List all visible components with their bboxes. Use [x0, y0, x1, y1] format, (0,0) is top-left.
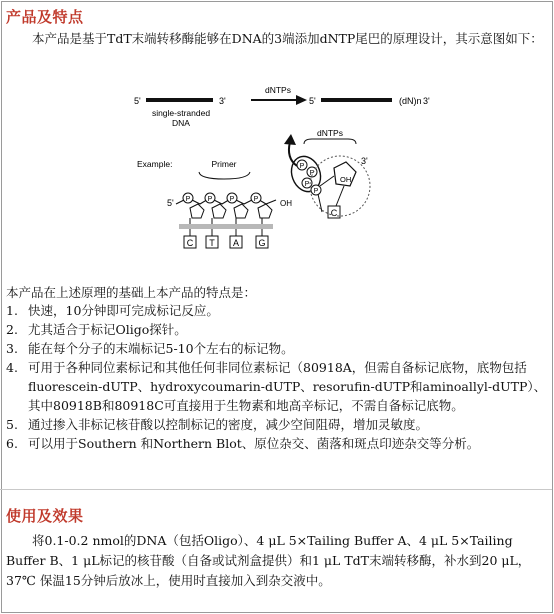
phosphate-label: P [229, 196, 235, 203]
dntp-base-stem [336, 186, 344, 206]
arrow-label-dntps: dNTPs [265, 86, 291, 95]
dntp-bond [320, 176, 334, 186]
phosphate-label: P [207, 196, 213, 203]
feature-text: 能在每个分子的末端标记5-10个左右的标记物。 [28, 341, 294, 356]
sugar-ring [258, 204, 272, 218]
dntp-base-letter: C [330, 208, 338, 218]
phosphate-label: P [299, 163, 305, 170]
top-right-5prime: 5' [309, 96, 316, 106]
top-left-5prime: 5' [134, 96, 141, 106]
base-letter: T [209, 238, 215, 248]
dntp-link [318, 194, 322, 212]
section-divider [0, 489, 552, 490]
feature-item [6, 358, 548, 415]
example-label: Example: [137, 159, 173, 169]
feature-number: 4. [6, 360, 18, 375]
usage-paragraph: 将0.1-0.2 nmol的DNA（包括Oligo）、4 μL 5×Tailing Buffer A、4 μL 5×Tailing Buffer B、1 μL标记的核苷酸（自备或试剂盒提供）和1 μL TdT末端转移酶，补水到20 μL，37℃ 保温15分钟后放冰上，使用时直接加入到杂交液中。 [6, 533, 531, 588]
feature-number: 5. [6, 417, 18, 432]
dntp-oh: OH [340, 175, 352, 184]
dntps-label: dNTPs [317, 128, 343, 138]
reaction-arrowhead [296, 95, 307, 105]
sugar-ring [212, 204, 226, 218]
base-letter: C [186, 238, 194, 248]
incorporation-arrowhead [284, 134, 296, 145]
tdt-tailing-diagram [0, 86, 554, 261]
feature-item [6, 320, 548, 339]
base-letter: A [232, 238, 240, 248]
feature-text: 快速，10分钟即可完成标记反应。 [28, 303, 219, 318]
ssdna-label-1: single-stranded [151, 108, 211, 118]
feature-number: 6. [6, 436, 18, 451]
phosphate-label: P [313, 188, 319, 195]
feature-number: 3. [6, 341, 18, 356]
top-left-3prime: 3' [219, 96, 226, 106]
dntps-bracket [304, 139, 356, 144]
ssdna-label-2: DNA [172, 118, 190, 128]
feature-text: 可以用于Southern 和Northern Blot、原位杂交、菌落和斑点印迹杂交等分析。 [28, 436, 480, 451]
feature-list [6, 301, 548, 453]
feature-number: 2. [6, 322, 18, 337]
feature-item [6, 301, 548, 320]
poly-n-tail: (dN)n [399, 96, 422, 106]
features-intro: 本产品在上述原理的基础上本产品的特点是： [6, 285, 257, 300]
feature-text: 尤其适合于标记Oligo探针。 [28, 322, 187, 337]
feature-item [6, 434, 548, 453]
sugar-ring [190, 204, 204, 218]
primer-3prime-oh: OH [280, 199, 292, 208]
section-title-features: 产品及特点 [6, 8, 84, 26]
feature-item [6, 339, 548, 358]
feature-text: 通过掺入非标记核苷酸以控制标记的密度，减少空间阻碍，增加灵敏度。 [28, 417, 429, 432]
primer-5prime: 5' [167, 198, 174, 208]
feature-number: 1. [6, 303, 18, 318]
primer-bracket [199, 172, 250, 179]
feature-item [6, 415, 548, 434]
primer-label: Primer [211, 159, 237, 169]
phosphate-label: P [304, 181, 310, 188]
top-right-3prime: 3' [423, 96, 430, 106]
phosphate-label: P [253, 196, 259, 203]
phosphate-label: P [309, 170, 315, 177]
section-title-usage: 使用及效果 [6, 507, 84, 525]
primer-bar [179, 224, 273, 229]
sugar-ring [234, 204, 248, 218]
dntp-3prime: 3' [361, 156, 368, 166]
intro-paragraph: 本产品是基于TdT末端转移酶能够在DNA的3端添加dNTP尾巴的原理设计，其示意图如下： [32, 31, 543, 46]
feature-text: 可用于各种同位素标记和其他任何非同位素标记（80918A，但需自备标记底物，底物包括fluorescein-dUTP、hydroxycoumarin-dUTP、resorufin-dUTP和aminoallyl-dUTP）、其中80918B和80918C可直接用于生物素和地高辛标记，不需自备标记底物。 [28, 360, 547, 413]
base-letter: G [258, 238, 266, 248]
phosphate-label: P [185, 196, 191, 203]
